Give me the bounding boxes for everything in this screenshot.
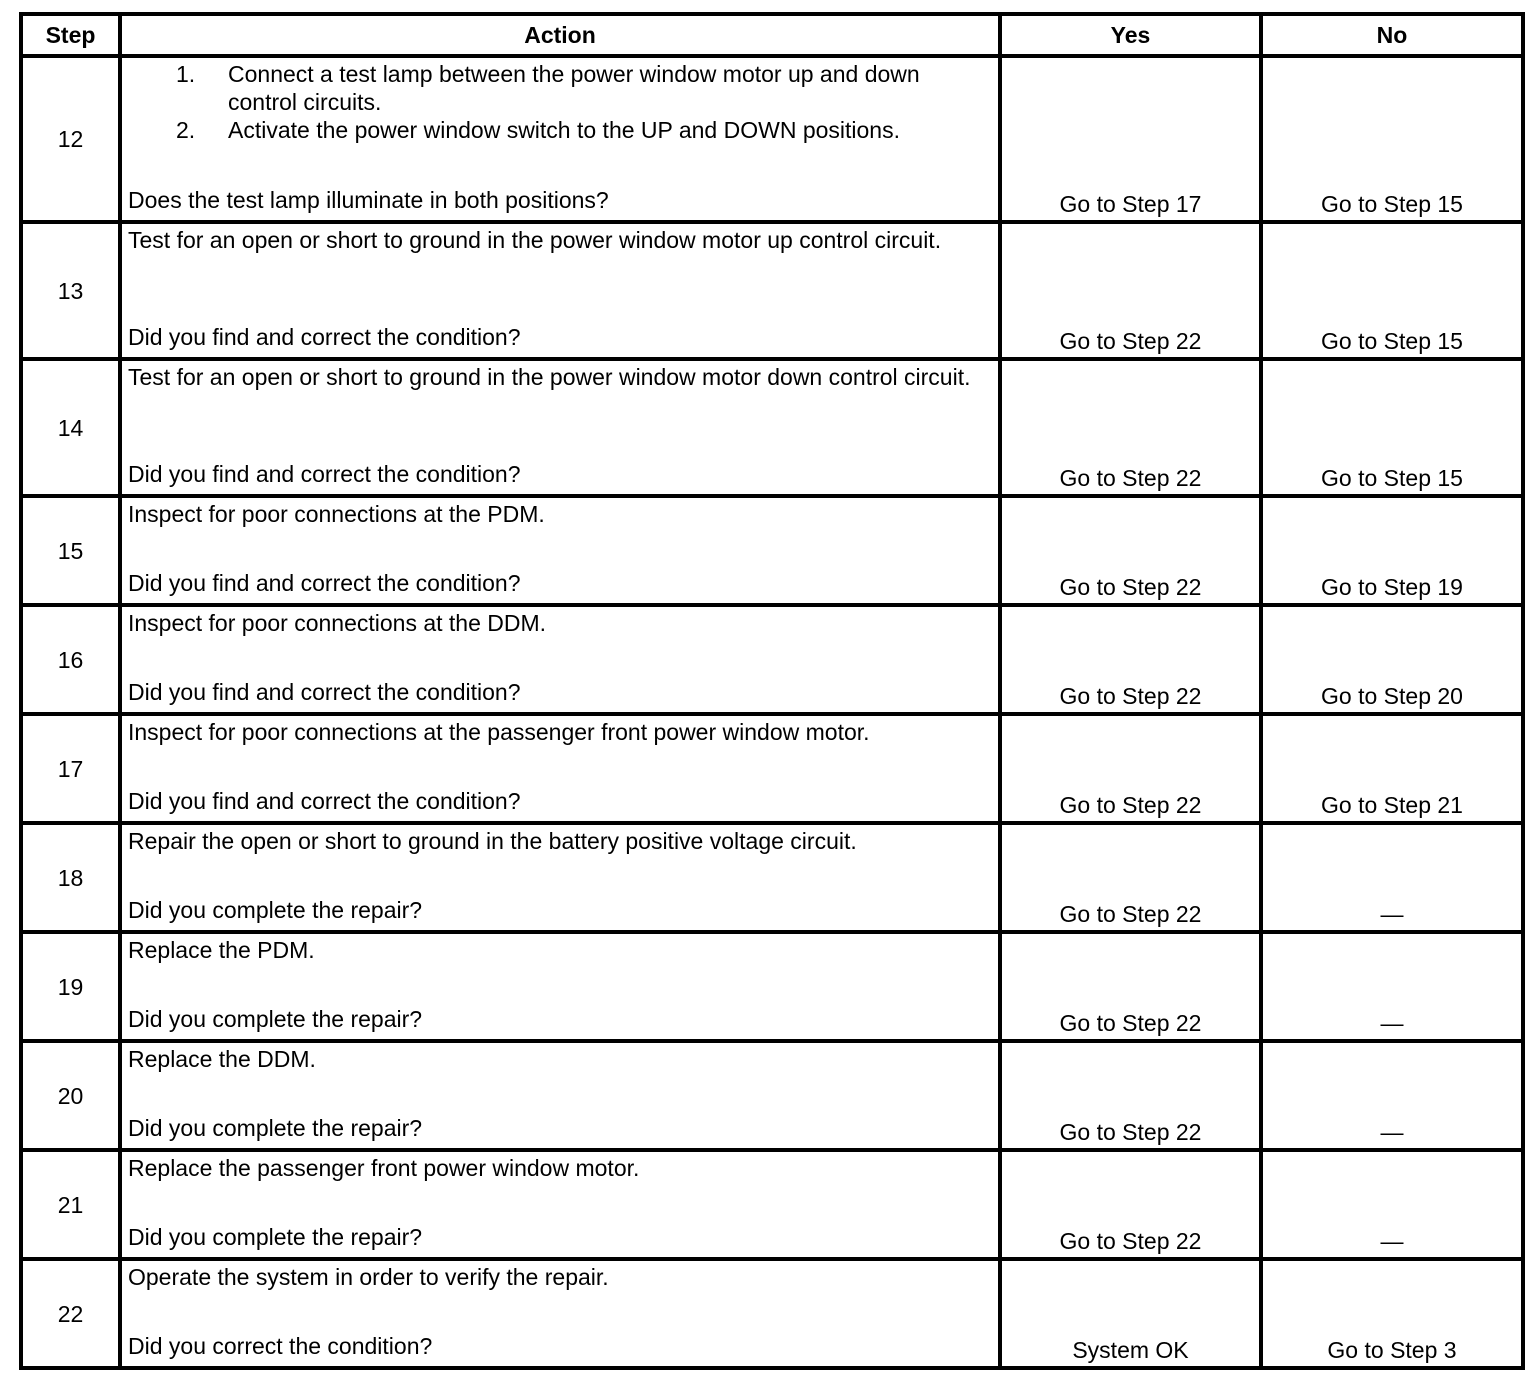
no-result: Go to Step 19 [1261,496,1523,605]
table-row [21,1041,1523,1150]
list-text: Connect a test lamp between the power window motor up and down control circuits. [228,61,920,115]
action-cell [120,932,1000,1041]
list-number: 2. [176,117,196,143]
step-number: 14 [21,359,120,496]
action-question: Did you find and correct the condition? [128,679,521,705]
action-text: Test for an open or short to ground in the power window motor down control circuit. [128,364,971,390]
step-number: 17 [21,714,120,823]
no-result: — [1261,1041,1523,1150]
step-number: 21 [21,1150,120,1259]
yes-result: Go to Step 22 [1000,823,1261,932]
header-row [21,14,1523,56]
step-number: 19 [21,932,120,1041]
action-cell [120,1150,1000,1259]
action-cell [120,605,1000,714]
action-text: Test for an open or short to ground in the power window motor up control circuit. [128,227,942,253]
table-row [21,56,1523,222]
action-question: Did you complete the repair? [128,897,423,923]
yes-result: Go to Step 17 [1000,56,1261,222]
diagnostic-table [19,12,1525,1370]
action-text: Replace the passenger front power window motor. [128,1155,640,1181]
no-result: — [1261,1150,1523,1259]
no-result: — [1261,823,1523,932]
table-row [21,359,1523,496]
table-row [21,932,1523,1041]
table-row [21,1150,1523,1259]
no-result: Go to Step 20 [1261,605,1523,714]
header-step: Step [21,14,120,56]
action-cell [120,823,1000,932]
step-number: 16 [21,605,120,714]
action-question: Did you complete the repair? [128,1224,423,1250]
action-cell [120,1041,1000,1150]
no-result: Go to Step 3 [1261,1259,1523,1368]
step-number: 15 [21,496,120,605]
header-yes: Yes [1000,14,1261,56]
table-row [21,222,1523,359]
no-result: Go to Step 15 [1261,56,1523,222]
action-question: Did you correct the condition? [128,1333,433,1359]
no-result: Go to Step 15 [1261,222,1523,359]
action-text: Replace the PDM. [128,937,315,963]
action-text: Inspect for poor connections at the PDM. [128,501,545,527]
table-row [21,714,1523,823]
action-question: Did you find and correct the condition? [128,461,521,487]
yes-result: System OK [1000,1259,1261,1368]
action-cell [120,496,1000,605]
action-question: Did you find and correct the condition? [128,324,521,350]
action-cell [120,359,1000,496]
step-number: 20 [21,1041,120,1150]
yes-result: Go to Step 22 [1000,605,1261,714]
action-text: Replace the DDM. [128,1046,316,1072]
table-row [21,605,1523,714]
action-list [128,58,992,144]
yes-result: Go to Step 22 [1000,1041,1261,1150]
yes-result: Go to Step 22 [1000,932,1261,1041]
no-result: Go to Step 21 [1261,714,1523,823]
yes-result: Go to Step 22 [1000,496,1261,605]
list-item [176,60,992,116]
table-row [21,1259,1523,1368]
action-question: Did you complete the repair? [128,1115,423,1141]
yes-result: Go to Step 22 [1000,359,1261,496]
list-number: 1. [176,61,196,87]
yes-result: Go to Step 22 [1000,714,1261,823]
action-cell [120,56,1000,222]
action-question: Did you complete the repair? [128,1006,423,1032]
table-row [21,823,1523,932]
action-text: Repair the open or short to ground in the battery positive voltage circuit. [128,828,857,854]
no-result: — [1261,932,1523,1041]
action-text: Operate the system in order to verify the repair. [128,1264,609,1290]
header-no: No [1261,14,1523,56]
no-result: Go to Step 15 [1261,359,1523,496]
action-question: Does the test lamp illuminate in both positions? [128,187,609,213]
action-question: Did you find and correct the condition? [128,570,521,596]
list-item [176,116,992,144]
action-cell [120,714,1000,823]
action-question: Did you find and correct the condition? [128,788,521,814]
list-text: Activate the power window switch to the UP and DOWN positions. [228,117,900,143]
step-number: 18 [21,823,120,932]
action-cell [120,222,1000,359]
action-cell [120,1259,1000,1368]
header-action: Action [120,14,1000,56]
action-text: Inspect for poor connections at the DDM. [128,610,547,636]
step-number: 12 [21,56,120,222]
table-row [21,496,1523,605]
yes-result: Go to Step 22 [1000,1150,1261,1259]
action-text: Inspect for poor connections at the passenger front power window motor. [128,719,870,745]
yes-result: Go to Step 22 [1000,222,1261,359]
step-number: 22 [21,1259,120,1368]
step-number: 13 [21,222,120,359]
